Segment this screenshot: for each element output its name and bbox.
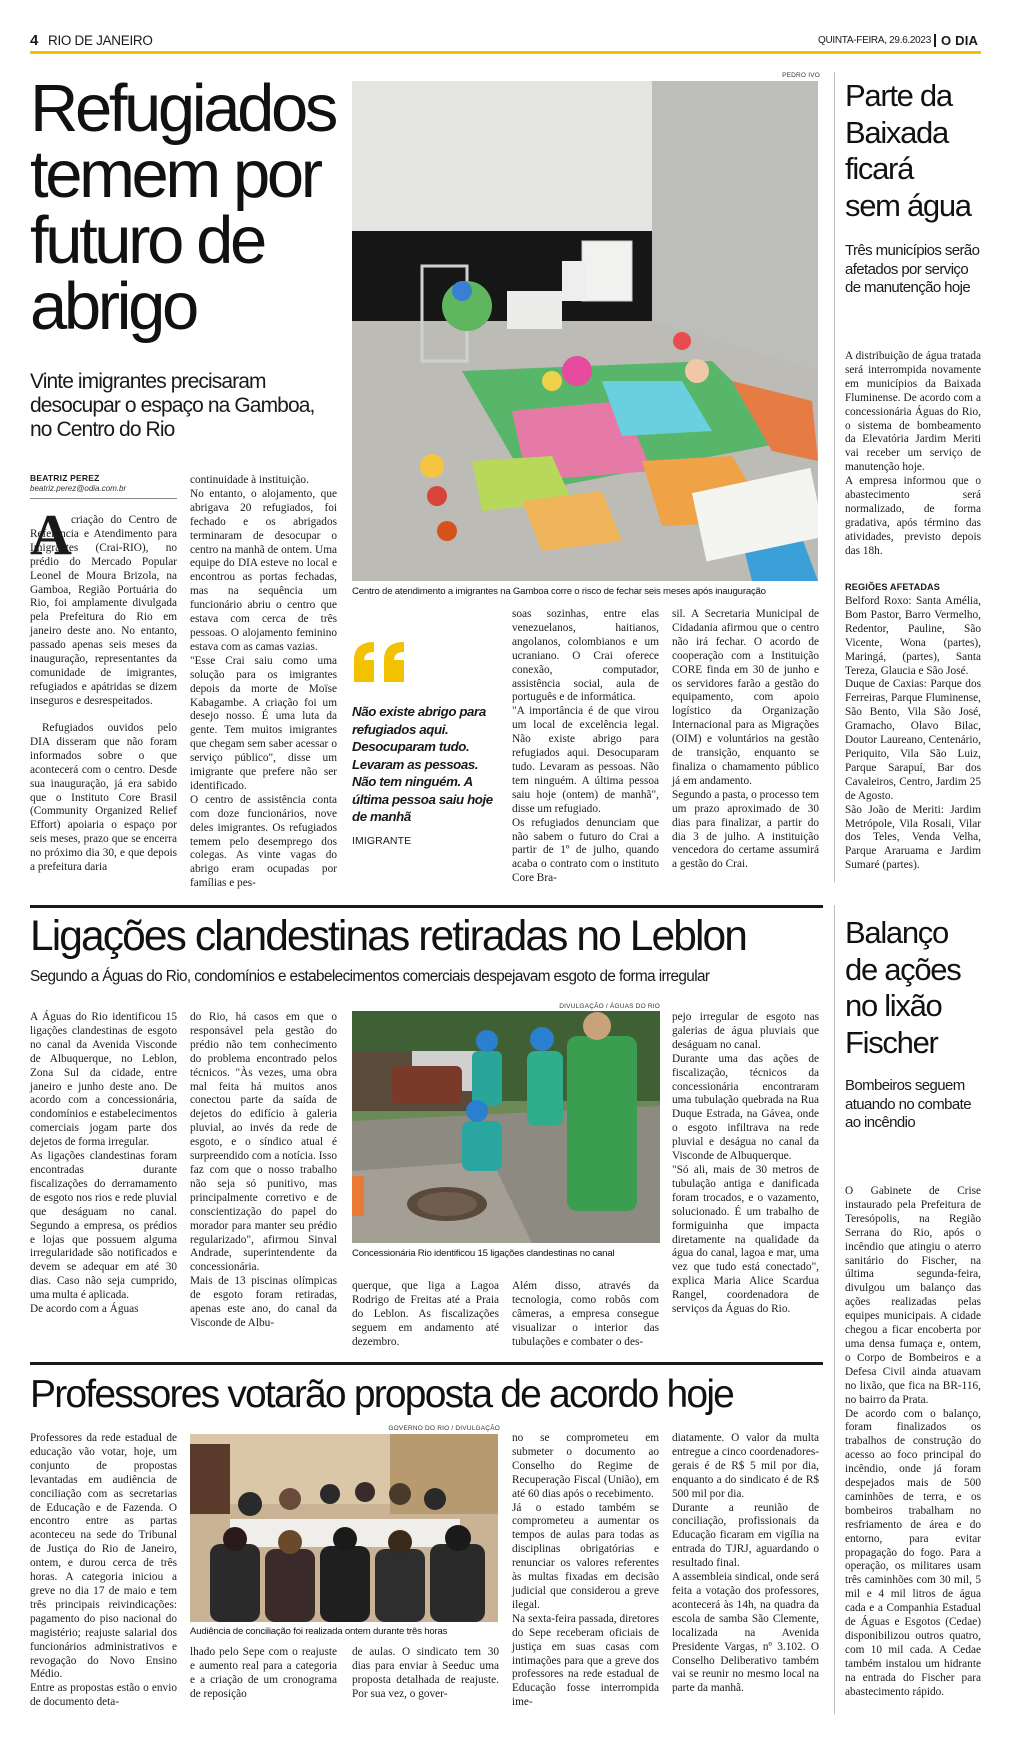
section-name: RIO DE JANEIRO bbox=[48, 33, 153, 48]
headline-line: de ações bbox=[845, 951, 961, 987]
fischer-headline bbox=[845, 915, 995, 1061]
baixada-subtitle: Três municípios serão afetados por serviço de manutenção hoje bbox=[845, 242, 980, 296]
professores-photo-caption: Audiência de conciliação foi realizada ontem durante três horas bbox=[190, 1626, 448, 1637]
headline-line: Parte da bbox=[845, 78, 952, 113]
leblon-subtitle: Segundo a Águas do Rio, condomínios e estabelecimentos comerciais despejavam esgoto de forma irregular bbox=[30, 968, 710, 985]
refugiados-photo bbox=[352, 81, 818, 581]
regions-heading: REGIÕES AFETADAS bbox=[845, 582, 941, 592]
leblon-col2: do Rio, há casos em que o responsável pela gestão do prédio não tem conhecimento do problema encontrado pelos técnicos. "Às vezes, uma obra mal feita há muitos anos conectou parte da saída de dejetos do edifício à galeria pluvial, ao invés da rede de esgoto, e o síndico atual é surpreendido com a notícia. Isso faz com que o nosso trabalho não seja só punitivo, mas principalmente corretivo e de conscientização do papel do morador para manter seu prédio regularizado", afirmou Sinval Andrade, superintendente da concessionária. Mais de 13 piscinas olímpicas de esgoto foram retiradas, apenas este ano, do canal da Visconde de Albu- bbox=[190, 1011, 337, 1329]
headline-line: sem água bbox=[845, 187, 971, 223]
brand-name: O DIA bbox=[941, 33, 979, 48]
headline-line: futuro de bbox=[30, 203, 264, 278]
leblon-col4: Além disso, através da tecnologia, como robôs com câmeras, a empresa consegue visualizar o interior das tubulações e combater o des- bbox=[512, 1280, 659, 1348]
edition-date: QUINTA-FEIRA, 29.6.2023 bbox=[818, 35, 931, 46]
professores-col1: Professores da rede estadual de educação vão votar, hoje, um conjunto de propostas levantadas em audiência de conciliação com as secretarias de Educação e de Fazenda. O encontro entre as partas aconteceu na sede do Tribunal de Justiça do Rio de Janeiro, ontem, e durou cerca de três horas. A categoria iniciou a greve no dia 17 de maio e tem três principais reivindicações: pagamento do piso nacional do magistério; reajuste salarial dos funcionários administrativos e revogação do Novo Ensino Médio. Entre as propostas estão o envio de documento deta- bbox=[30, 1432, 177, 1709]
refugiados-col1-continued: Refugiados ouvidos pelo DIA disseram que não foram informados sobre o que acontecerá com o centro. Desde sua inauguração, já era sabido que o Instituto Core Brasil (Community Organized Relief Effort) apoiaria o espaço por seis meses, prazo que se encerra no próximo dia 30, e que depois a prefeitura daria bbox=[30, 722, 177, 874]
baixada-text: A distribuição de água tratada será interrompida novamente em municípios da Baixada Fluminense. De acordo com a concessionária Águas do Rio, o sistema de bombeamento da Elevatória Jardim Meriti vai receber um serviço de manutenção hoje. A empresa informou que o abastecimento será normalizado, de forma gradativa, após término das atividades, previsto depois das 18h. bbox=[845, 350, 981, 557]
headline-line: temem por bbox=[30, 137, 320, 212]
meeting-illustration bbox=[190, 1434, 498, 1622]
sidebar-divider bbox=[834, 72, 835, 882]
refugiados-photo-caption: Centro de atendimento a imigrantes na Gamboa corre o risco de fechar seis meses após inauguração bbox=[352, 586, 766, 597]
photo-credit: GOVERNO DO RIO / DIVULGAÇÃO bbox=[388, 1425, 500, 1432]
refugiados-subtitle: Vinte imigrantes precisaram desocupar o espaço na Gamboa, no Centro do Rio bbox=[30, 370, 315, 441]
playroom-illustration bbox=[352, 81, 818, 581]
fischer-text: O Gabinete de Crise instaurado pela Prefeitura de Teresópolis, na Região Serrana do Rio, após o incêndio que atingiu o aterro sanitário do Fischer, na última segunda-feira, divulgou um balanço das ações realizadas pelas equipes municipais. A cidade chegou a ficar encoberta por uma densa fumaça e, ontem, o Corpo de Bombeiros e a Defesa Civil ainda atuavam no lixão, que fica na BR-116, no bairro da Prata. De acordo com o balanço, foram finalizados os trabalhos de construção do acesso ao foco principal do incêndio, onde já foram despejados mais de 500 caminhões de terra, e os bombeiros trabalham no resfriamento de área e do entorno, para evitar propagação do fogo. Para a operação, os militares usam três caminhões com 30 mil, 5 mil e 4 mil litros de água cada e a Companhia Estadual de Águas e Esgotos (Cedae) disponibilizou outros quatro, com 10 mil cada. A Cedae também instalou um hidrante na entrada do Fischer para abastecimento rápido. bbox=[845, 1185, 981, 1698]
refugiados-headline bbox=[30, 71, 350, 344]
fischer-subtitle: Bombeiros seguem atuando no combate ao incêndio bbox=[845, 1077, 971, 1131]
refugiados-col5: sil. A Secretaria Municipal de Cidadania afirmou que o centro não irá fechar. O acordo de cooperação com a Instituição CORE finda em 30 de junho e os servidores farão a gestão do equipamento, com apoio logístico da Organização Internacional para as Migrações (OIM) e voluntários na gestão de transição, enquanto se finaliza o chamamento público já em andamento. Segundo a pasta, o processo tem um prazo aproximado de 30 dias para finalizar, a partir do dia 3 de julho. A instituição vencedora do certame assumirá a gestão do Crai. bbox=[672, 608, 819, 871]
headline-line: abrigo bbox=[30, 269, 196, 344]
leblon-top-rule bbox=[30, 905, 823, 908]
page-number: 4 bbox=[30, 32, 39, 49]
professores-col4: no se comprometeu em submeter o documento ao Conselho do Regime de Recuperação Fiscal (União), em até 60 dias após o recebimento. Já o estado também se comprometeu a aumentar os tempos de aulas para todas as disciplinas obrigatórias e renunciar os valores referentes às multas fixadas em decisão judicial que considerou a greve ilegal. Na sexta-feira passada, diretores do Sepe receberam oficiais de justiça em suas casas com intimações para que a greve dos professores na rede estadual de Educação fosse interrompida ime- bbox=[512, 1432, 659, 1709]
professores-col3: de aulas. O sindicato tem 30 dias para enviar à Seeduc uma proposta detalhada de reajuste. Por sua vez, o gover- bbox=[352, 1646, 499, 1700]
professores-headline: Professores votarão proposta de acordo hoje bbox=[30, 1373, 734, 1416]
author-divider bbox=[30, 498, 177, 499]
header-accent-bar bbox=[30, 51, 981, 54]
baixada-headline bbox=[845, 78, 995, 224]
leblon-col1: A Águas do Rio identificou 15 ligações clandestinas de esgoto no canal da Avenida Visconde de Albuquerque, no Leblon, Zona Sul da cidade, entre janeiro e junho deste ano. De acordo com a concessionária, condomínios e estabelecimentos comerciais jogam parte dos dejetos de forma irregular. As ligações clandestinas foram encontradas durante fiscalizações do derramamento de esgoto nos rios e rede pluvial que deságuam no canal. Segundo a empresa, os prédios e lojas que possuem alguma irregularidade são notificados e devem se adequar em até 30 dias. Caso não seja cumprido, uma multa é aplicada. De acordo com a Águas bbox=[30, 1011, 177, 1316]
leblon-col3: querque, que liga a Lagoa Rodrigo de Freitas até a Praia do Leblon. As fiscalizações seguem em andamento até dezembro. bbox=[352, 1280, 499, 1348]
author-name: BEATRIZ PEREZ bbox=[30, 473, 100, 483]
headline-line: no lixão bbox=[845, 988, 942, 1023]
workers-illustration bbox=[352, 1011, 660, 1243]
professores-top-rule bbox=[30, 1362, 823, 1365]
pull-quote-attribution: IMIGRANTE bbox=[352, 835, 412, 847]
regions-list: Belford Roxo: Santa Amélia, Bom Pastor, Barro Vermelho, Redentor, Pauline, São Vicente, Wona (partes), Maringá, (partes), Santa Tereza, Glaucia e São José. Duque de Caxias: Parque dos Ferreiras, Parque Fluminense, São Bento, Vila São José, Gramacho, Olavo Bilac, Doutor Laureano, Centenário, Periquito, Vila São Luiz, Parque Sarapuí, Bar dos Cavaleiros, Centro, Jardim 25 de Agosto. São João de Meriti: Jardim Metrópole, Vila Rosali, Vilar dos Teles, Venda Velha, Parque Araruama e Jardim Sumaré (partes). bbox=[845, 595, 981, 872]
leblon-photo bbox=[352, 1011, 660, 1243]
headline-line: Baixada bbox=[845, 114, 948, 150]
refugiados-col2: continuidade à instituição. No entanto, o alojamento, que abrigava 20 refugiados, foi fechado e os abrigados terminaram de desocupar o centro na manhã de ontem. Uma equipe do DIA esteve no local e encontrou as portas fechadas, mas na sequência um funcionário abriu o centro que estava com cerca de três pessoas. O alojamento feminino estava com as camas vazias. "Esse Crai saiu como uma solução para os imigrantes depois da morte de Moïse Kabagambe. A criação foi um desejo nosso. É uma luta da gente. Tem muitos imigrantes que chegam sem saber acessar o serviço público", disse um imigrante que prefere não ser identificado. O centro de assistência conta com doze funcionários, nove deles imigrantes. Os refugiados temem pelo desemprego dos colegas. As vinte vagas do abrigo eram ocupadas por famílias e pes- bbox=[190, 474, 337, 890]
refugiados-col4: soas sozinhas, entre elas venezuelanos, haitianos, angolanos, colombianos e um ucraniano. O Crai oferece conexão, computador, assistência social, aula de português e de informática. "A importância é de que virou um local de excelência legal. Não existe abrigo para refugiados aqui. Desocuparam tudo. Levaram as pessoas. Não tem ninguém. A última pessoa saiu hoje (ontem) de manhã", disse um refugiado. Os refugiados denunciam que não sabem o futuro do Crai a partir de 1º de julho, quando acaba o contrato com o instituto Core Bra- bbox=[512, 608, 659, 885]
refugiados-col1-intro: criação do Centro de Referência e Atendimento para Imigrantes (Crai-RIO), no prédio do Mercado Popular Leonel de Moura Brizola, na Gamboa, Região Portuária do Rio, foi amplamente divulgada pela Prefeitura do Rio em janeiro deste ano. No entanto, passado apenas seis meses da inauguração, representantes da comunidade de imigrantes, refugiados e apátridas se dizem inseguros e desrespeitados. bbox=[30, 514, 177, 707]
header-separator bbox=[934, 34, 936, 47]
professores-photo bbox=[190, 1434, 498, 1622]
leblon-photo-caption: Concessionária Rio identificou 15 ligações clandestinas no canal bbox=[352, 1248, 615, 1259]
pull-quote: Não existe abrigo para refugiados aqui. Desocuparam tudo. Levaram as pessoas. Não tem ninguém. A última pessoa saiu hoje de manhã bbox=[352, 704, 493, 824]
headline-line: Balanço bbox=[845, 915, 948, 950]
author-email: beatriz.perez@odia.com.br bbox=[30, 484, 127, 493]
quote-mark-icon bbox=[352, 640, 412, 684]
headline-line: ficará bbox=[845, 151, 914, 186]
leblon-headline: Ligações clandestinas retiradas no Leblon bbox=[30, 913, 746, 960]
professores-col2: lhado pelo Sepe com o reajuste e aumento real para a categoria e a criação de um cronograma de reposição bbox=[190, 1646, 337, 1700]
drop-cap: A bbox=[30, 502, 72, 567]
professores-col5: diatamente. O valor da multa entregue a cinco coordenadores-gerais é de R$ 5 mil por dia, enquanto a do sindicato é de R$ 500 mil por dia. Durante a reunião de conciliação, profissionais da Educação ficaram em vigília na entrada do TJRJ, aguardando o resultado final. A assembleia sindical, onde será feita a votação dos professores, acontecerá às 14h, na quadra da escola de samba São Clemente, localizada na Avenida Presidente Vargas, nº 3.102. O Conselho Deliberativo também vai se reunir no mesmo local na parte da manhã. bbox=[672, 1432, 819, 1695]
leblon-col5: pejo irregular de esgoto nas galerias de água pluviais que deságuam no canal. Durante uma das ações de fiscalização, técnicos da concessionária encontraram uma tubulação quebrada na Rua Duque Estrada, na Gávea, onde o esgoto infiltrava na rede pluvial e deságua no canal da Visconde de Albuquerque. "Só ali, mais de 30 metros de tubulação antiga e danificada foram trocados, e o vazamento, solucionado. É um trabalho de formiguinha que impacta diretamente na qualidade da água do canal, lagoa e mar, uma vez que tudo está conectado", explica Maria Alice Scardua Rangel, coordenadora de serviços da Águas do Rio. bbox=[672, 1011, 819, 1316]
photo-credit: DIVULGAÇÃO / ÁGUAS DO RIO bbox=[559, 1003, 660, 1010]
headline-line: Refugiados bbox=[30, 71, 335, 146]
photo-credit: PEDRO IVO bbox=[782, 72, 820, 79]
sidebar-divider bbox=[834, 905, 835, 1714]
headline-line: Fischer bbox=[845, 1024, 938, 1060]
